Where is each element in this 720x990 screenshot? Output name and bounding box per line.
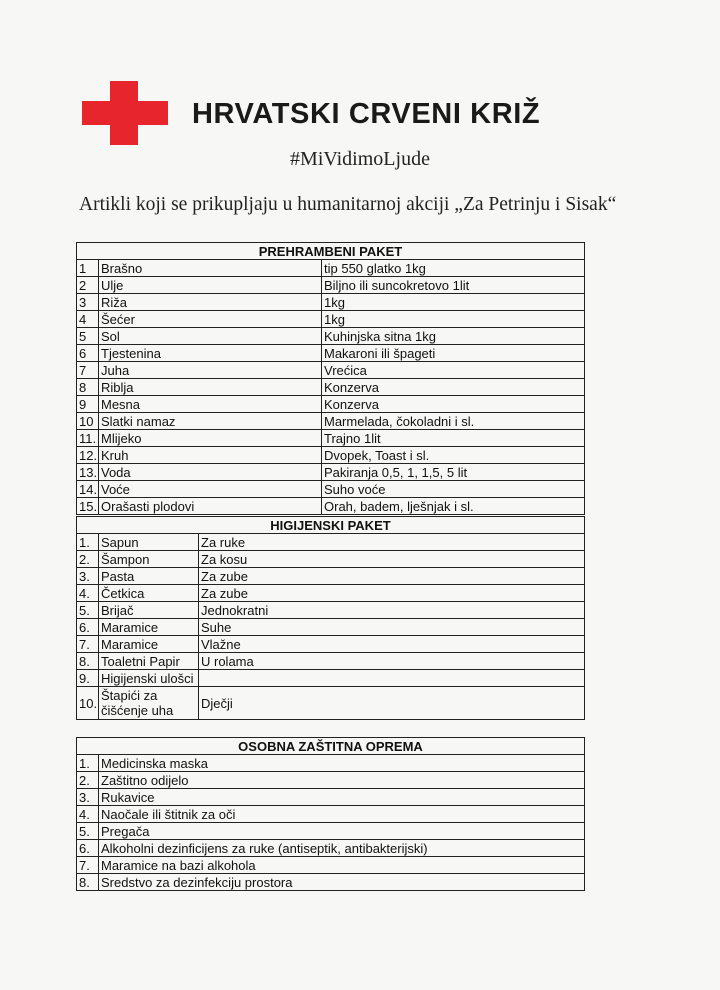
cell-num: 9 bbox=[77, 396, 99, 413]
cell-num: 10. bbox=[77, 687, 99, 720]
ppe-table bbox=[76, 737, 585, 891]
cell-detail bbox=[199, 670, 585, 687]
cell-num: 8 bbox=[77, 379, 99, 396]
cell-item: Tjestenina bbox=[99, 345, 322, 362]
cell-detail: Za ruke bbox=[199, 534, 585, 551]
table-row bbox=[77, 464, 585, 481]
table-row bbox=[77, 602, 585, 619]
cell-item: Sapun bbox=[99, 534, 199, 551]
cell-num: 3. bbox=[77, 568, 99, 585]
table-row bbox=[77, 687, 585, 720]
cell-item: Sredstvo za dezinfekciju prostora bbox=[99, 874, 585, 891]
organization-name: HRVATSKI CRVENI KRIŽ bbox=[192, 98, 541, 130]
cell-num: 3. bbox=[77, 789, 99, 806]
hashtag: #MiVidimoLjude bbox=[290, 148, 430, 170]
cell-detail: Trajno 1lit bbox=[322, 430, 585, 447]
ppe-title: OSOBNA ZAŠTITNA OPREMA bbox=[77, 738, 585, 755]
cell-detail: Konzerva bbox=[322, 379, 585, 396]
cell-num: 14. bbox=[77, 481, 99, 498]
table-row bbox=[77, 585, 585, 602]
food-package-table bbox=[76, 242, 585, 515]
cell-detail: Dvopek, Toast i sl. bbox=[322, 447, 585, 464]
table-row bbox=[77, 362, 585, 379]
cell-detail: Konzerva bbox=[322, 396, 585, 413]
cell-item: Mlijeko bbox=[99, 430, 322, 447]
hygiene-package-table bbox=[76, 516, 585, 720]
cell-item: Zaštitno odijelo bbox=[99, 772, 585, 789]
cell-num: 13. bbox=[77, 464, 99, 481]
cell-item: Četkica bbox=[99, 585, 199, 602]
table-row bbox=[77, 311, 585, 328]
cell-item: Toaletni Papir bbox=[99, 653, 199, 670]
table-row bbox=[77, 636, 585, 653]
cell-num: 8. bbox=[77, 653, 99, 670]
cell-item: Riblja bbox=[99, 379, 322, 396]
table-row bbox=[77, 534, 585, 551]
cell-detail: Marmelada, čokoladni i sl. bbox=[322, 413, 585, 430]
cell-num: 7 bbox=[77, 362, 99, 379]
cell-num: 6. bbox=[77, 840, 99, 857]
cell-detail: Dječji bbox=[199, 687, 585, 720]
cell-detail: Suho voće bbox=[322, 481, 585, 498]
cell-detail: Vlažne bbox=[199, 636, 585, 653]
red-cross-logo bbox=[82, 81, 168, 145]
cell-num: 15. bbox=[77, 498, 99, 515]
cell-num: 10 bbox=[77, 413, 99, 430]
cell-item: Kruh bbox=[99, 447, 322, 464]
cell-item: Voda bbox=[99, 464, 322, 481]
cell-item: Rukavice bbox=[99, 789, 585, 806]
table-row bbox=[77, 823, 585, 840]
cell-item: Pasta bbox=[99, 568, 199, 585]
cell-num: 5. bbox=[77, 602, 99, 619]
table-row bbox=[77, 447, 585, 464]
table-row bbox=[77, 328, 585, 345]
cell-detail: Makaroni ili špageti bbox=[322, 345, 585, 362]
table-row bbox=[77, 260, 585, 277]
intro-text: Artikli koji se prikupljaju u humanitarnoj akciji „Za Petrinju i Sisak“ bbox=[79, 194, 617, 215]
cell-num: 12. bbox=[77, 447, 99, 464]
cell-detail: Biljno ili suncokretovo 1lit bbox=[322, 277, 585, 294]
table-row bbox=[77, 498, 585, 515]
cell-detail: Za zube bbox=[199, 585, 585, 602]
cell-item: Maramice bbox=[99, 619, 199, 636]
cell-num: 1 bbox=[77, 260, 99, 277]
cell-num: 3 bbox=[77, 294, 99, 311]
cell-item: Maramice na bazi alkohola bbox=[99, 857, 585, 874]
cell-detail: U rolama bbox=[199, 653, 585, 670]
table-row bbox=[77, 481, 585, 498]
table-row bbox=[77, 772, 585, 789]
cell-item: Brijač bbox=[99, 602, 199, 619]
cell-num: 11. bbox=[77, 430, 99, 447]
cell-item: Maramice bbox=[99, 636, 199, 653]
table-row bbox=[77, 345, 585, 362]
table-row bbox=[77, 789, 585, 806]
cell-detail: Vrećica bbox=[322, 362, 585, 379]
cell-num: 7. bbox=[77, 857, 99, 874]
cell-item: Orašasti plodovi bbox=[99, 498, 322, 515]
cell-num: 4. bbox=[77, 585, 99, 602]
cell-num: 5. bbox=[77, 823, 99, 840]
cell-detail: tip 550 glatko 1kg bbox=[322, 260, 585, 277]
cell-detail: Pakiranja 0,5, 1, 1,5, 5 lit bbox=[322, 464, 585, 481]
cell-num: 5 bbox=[77, 328, 99, 345]
cell-num: 1. bbox=[77, 755, 99, 772]
table-row bbox=[77, 551, 585, 568]
table-row bbox=[77, 294, 585, 311]
cell-detail: Jednokratni bbox=[199, 602, 585, 619]
cell-num: 4 bbox=[77, 311, 99, 328]
table-row bbox=[77, 840, 585, 857]
cell-detail: Za zube bbox=[199, 568, 585, 585]
table-row bbox=[77, 430, 585, 447]
cell-detail: 1kg bbox=[322, 311, 585, 328]
table-row bbox=[77, 379, 585, 396]
cell-num: 1. bbox=[77, 534, 99, 551]
table-row bbox=[77, 396, 585, 413]
cell-detail: 1kg bbox=[322, 294, 585, 311]
table-row bbox=[77, 619, 585, 636]
cell-item: Šećer bbox=[99, 311, 322, 328]
cell-item: Mesna bbox=[99, 396, 322, 413]
table-row bbox=[77, 755, 585, 772]
table-row bbox=[77, 857, 585, 874]
cell-item: Slatki namaz bbox=[99, 413, 322, 430]
red-cross-logo-horizontal bbox=[82, 101, 168, 125]
table-row bbox=[77, 413, 585, 430]
cell-item: Naočale ili štitnik za oči bbox=[99, 806, 585, 823]
table-row bbox=[77, 653, 585, 670]
table-row bbox=[77, 806, 585, 823]
cell-num: 2. bbox=[77, 772, 99, 789]
cell-detail: Suhe bbox=[199, 619, 585, 636]
cell-item: Pregača bbox=[99, 823, 585, 840]
table-row bbox=[77, 568, 585, 585]
cell-num: 6 bbox=[77, 345, 99, 362]
table-row bbox=[77, 874, 585, 891]
cell-num: 7. bbox=[77, 636, 99, 653]
food-package-title: PREHRAMBENI PAKET bbox=[77, 243, 585, 260]
cell-item: Sol bbox=[99, 328, 322, 345]
cell-item: Voće bbox=[99, 481, 322, 498]
table-row bbox=[77, 277, 585, 294]
cell-item: Ulje bbox=[99, 277, 322, 294]
cell-item: Higijenski ulošci bbox=[99, 670, 199, 687]
cell-num: 2. bbox=[77, 551, 99, 568]
cell-num: 6. bbox=[77, 619, 99, 636]
cell-item: Riža bbox=[99, 294, 322, 311]
cell-item: Juha bbox=[99, 362, 322, 379]
cell-detail: Za kosu bbox=[199, 551, 585, 568]
cell-num: 4. bbox=[77, 806, 99, 823]
cell-item: Medicinska maska bbox=[99, 755, 585, 772]
cell-item: Brašno bbox=[99, 260, 322, 277]
cell-num: 9. bbox=[77, 670, 99, 687]
cell-num: 2 bbox=[77, 277, 99, 294]
cell-detail: Orah, badem, lješnjak i sl. bbox=[322, 498, 585, 515]
cell-item: Alkoholni dezinficijens za ruke (antiseptik, antibakterijski) bbox=[99, 840, 585, 857]
table-row bbox=[77, 670, 585, 687]
cell-num: 8. bbox=[77, 874, 99, 891]
cell-item: Šampon bbox=[99, 551, 199, 568]
cell-item: Štapići za čišćenje uha bbox=[99, 687, 199, 720]
cell-detail: Kuhinjska sitna 1kg bbox=[322, 328, 585, 345]
hygiene-package-title: HIGIJENSKI PAKET bbox=[77, 517, 585, 534]
